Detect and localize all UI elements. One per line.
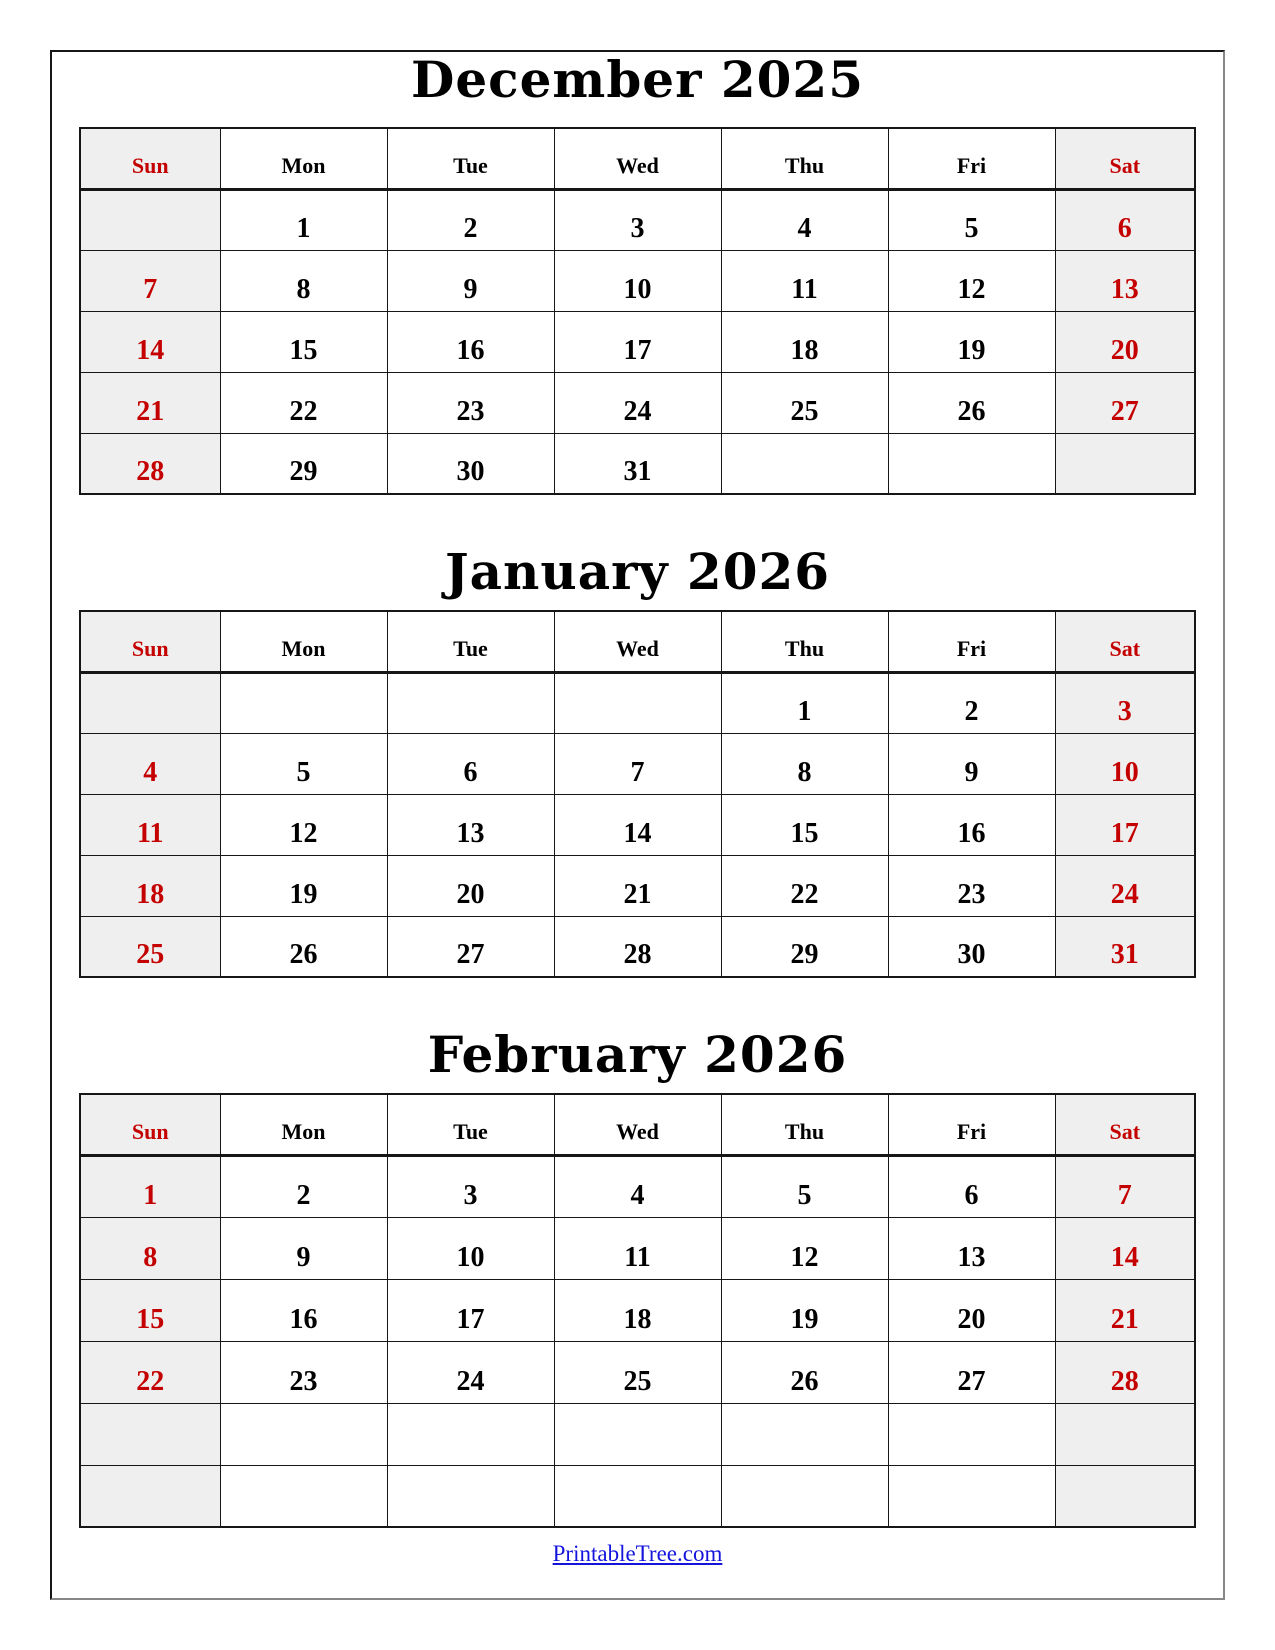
- month-section-february-2026: [52, 1025, 1223, 1528]
- day-cell: 16: [888, 794, 1055, 855]
- week-row: [80, 372, 1195, 433]
- week-row: [80, 189, 1195, 250]
- weekday-header-tue: Tue: [387, 611, 554, 672]
- day-cell: 17: [1055, 794, 1195, 855]
- day-cell: 20: [387, 855, 554, 916]
- weekday-header-wed: Wed: [554, 1094, 721, 1155]
- weekday-header-thu: Thu: [721, 128, 888, 189]
- day-cell: 30: [387, 433, 554, 494]
- week-row: [80, 672, 1195, 733]
- day-cell: 11: [80, 794, 220, 855]
- week-row: [80, 794, 1195, 855]
- day-cell: 20: [1055, 311, 1195, 372]
- day-cell: 29: [721, 916, 888, 977]
- day-cell: 31: [1055, 916, 1195, 977]
- day-cell: 30: [888, 916, 1055, 977]
- day-cell: 23: [888, 855, 1055, 916]
- weekday-header-sun: Sun: [80, 1094, 220, 1155]
- day-cell: 15: [721, 794, 888, 855]
- day-cell: 21: [1055, 1279, 1195, 1341]
- day-cell: 23: [387, 372, 554, 433]
- weekday-header-sun: Sun: [80, 128, 220, 189]
- empty-day-cell: [220, 1465, 387, 1527]
- day-cell: 27: [387, 916, 554, 977]
- day-cell: 13: [387, 794, 554, 855]
- day-cell: 6: [1055, 189, 1195, 250]
- week-row: [80, 311, 1195, 372]
- empty-day-cell: [387, 1403, 554, 1465]
- calendar-table: [79, 610, 1196, 978]
- weekday-header-thu: Thu: [721, 611, 888, 672]
- empty-day-cell: [387, 1465, 554, 1527]
- day-cell: 18: [554, 1279, 721, 1341]
- weekday-header-sun: Sun: [80, 611, 220, 672]
- day-cell: 27: [1055, 372, 1195, 433]
- weekday-header-mon: Mon: [220, 128, 387, 189]
- day-cell: 4: [80, 733, 220, 794]
- empty-day-cell: [220, 1403, 387, 1465]
- empty-day-cell: [1055, 1465, 1195, 1527]
- day-cell: 8: [220, 250, 387, 311]
- day-cell: 12: [721, 1217, 888, 1279]
- day-cell: 28: [554, 916, 721, 977]
- day-cell: 7: [1055, 1155, 1195, 1217]
- empty-day-cell: [721, 1465, 888, 1527]
- day-cell: 2: [888, 672, 1055, 733]
- weekday-header-sat: Sat: [1055, 128, 1195, 189]
- empty-day-cell: [721, 433, 888, 494]
- day-cell: 18: [80, 855, 220, 916]
- weekday-header-wed: Wed: [554, 611, 721, 672]
- day-cell: 9: [387, 250, 554, 311]
- day-cell: 11: [554, 1217, 721, 1279]
- week-row: [80, 1465, 1195, 1527]
- weekday-header-tue: Tue: [387, 1094, 554, 1155]
- day-cell: 4: [554, 1155, 721, 1217]
- week-row: [80, 1279, 1195, 1341]
- day-cell: 4: [721, 189, 888, 250]
- weekday-header-fri: Fri: [888, 611, 1055, 672]
- day-cell: 19: [721, 1279, 888, 1341]
- day-cell: 15: [220, 311, 387, 372]
- week-row: [80, 1217, 1195, 1279]
- empty-day-cell: [888, 1403, 1055, 1465]
- day-cell: 11: [721, 250, 888, 311]
- week-row: [80, 1341, 1195, 1403]
- month-title: January 2026: [444, 542, 831, 601]
- weekday-header-row: [80, 611, 1195, 672]
- month-section-december-2025: [52, 50, 1223, 495]
- week-row: [80, 250, 1195, 311]
- day-cell: 22: [80, 1341, 220, 1403]
- day-cell: 12: [220, 794, 387, 855]
- day-cell: 24: [387, 1341, 554, 1403]
- week-row: [80, 433, 1195, 494]
- day-cell: 8: [80, 1217, 220, 1279]
- month-section-january-2026: [52, 542, 1223, 978]
- day-cell: 21: [554, 855, 721, 916]
- day-cell: 7: [80, 250, 220, 311]
- weekday-header-row: [80, 128, 1195, 189]
- day-cell: 3: [1055, 672, 1195, 733]
- day-cell: 27: [888, 1341, 1055, 1403]
- day-cell: 5: [888, 189, 1055, 250]
- empty-day-cell: [80, 672, 220, 733]
- day-cell: 10: [554, 250, 721, 311]
- day-cell: 13: [888, 1217, 1055, 1279]
- weekday-header-mon: Mon: [220, 611, 387, 672]
- empty-day-cell: [1055, 1403, 1195, 1465]
- day-cell: 12: [888, 250, 1055, 311]
- weekday-header-tue: Tue: [387, 128, 554, 189]
- week-row: [80, 916, 1195, 977]
- calendar-table: [79, 127, 1196, 495]
- empty-day-cell: [80, 1403, 220, 1465]
- calendar-page: [50, 50, 1225, 1600]
- calendar-table: [79, 1093, 1196, 1528]
- empty-day-cell: [888, 1465, 1055, 1527]
- day-cell: 26: [888, 372, 1055, 433]
- empty-day-cell: [80, 1465, 220, 1527]
- day-cell: 16: [220, 1279, 387, 1341]
- weekday-header-mon: Mon: [220, 1094, 387, 1155]
- day-cell: 7: [554, 733, 721, 794]
- day-cell: 28: [80, 433, 220, 494]
- day-cell: 24: [554, 372, 721, 433]
- day-cell: 6: [387, 733, 554, 794]
- day-cell: 3: [387, 1155, 554, 1217]
- empty-day-cell: [721, 1403, 888, 1465]
- weekday-header-wed: Wed: [554, 128, 721, 189]
- day-cell: 25: [554, 1341, 721, 1403]
- day-cell: 6: [888, 1155, 1055, 1217]
- day-cell: 23: [220, 1341, 387, 1403]
- day-cell: 9: [888, 733, 1055, 794]
- day-cell: 10: [1055, 733, 1195, 794]
- day-cell: 26: [220, 916, 387, 977]
- day-cell: 13: [1055, 250, 1195, 311]
- day-cell: 28: [1055, 1341, 1195, 1403]
- day-cell: 24: [1055, 855, 1195, 916]
- day-cell: 22: [220, 372, 387, 433]
- empty-day-cell: [1055, 433, 1195, 494]
- day-cell: 1: [80, 1155, 220, 1217]
- day-cell: 15: [80, 1279, 220, 1341]
- weekday-header-sat: Sat: [1055, 611, 1195, 672]
- weekday-header-row: [80, 1094, 1195, 1155]
- weekday-header-fri: Fri: [888, 128, 1055, 189]
- day-cell: 14: [554, 794, 721, 855]
- empty-day-cell: [554, 1465, 721, 1527]
- week-row: [80, 733, 1195, 794]
- day-cell: 26: [721, 1341, 888, 1403]
- day-cell: 14: [80, 311, 220, 372]
- day-cell: 3: [554, 189, 721, 250]
- day-cell: 20: [888, 1279, 1055, 1341]
- day-cell: 1: [220, 189, 387, 250]
- day-cell: 19: [220, 855, 387, 916]
- weekday-header-sat: Sat: [1055, 1094, 1195, 1155]
- empty-day-cell: [80, 189, 220, 250]
- month-title: February 2026: [427, 1025, 848, 1084]
- day-cell: 2: [387, 189, 554, 250]
- empty-day-cell: [554, 672, 721, 733]
- day-cell: 10: [387, 1217, 554, 1279]
- weekday-header-fri: Fri: [888, 1094, 1055, 1155]
- day-cell: 22: [721, 855, 888, 916]
- week-row: [80, 1403, 1195, 1465]
- day-cell: 17: [554, 311, 721, 372]
- day-cell: 14: [1055, 1217, 1195, 1279]
- printabletree-link[interactable]: PrintableTree.com: [552, 1541, 723, 1566]
- weekday-header-thu: Thu: [721, 1094, 888, 1155]
- day-cell: 25: [80, 916, 220, 977]
- empty-day-cell: [888, 433, 1055, 494]
- day-cell: 5: [721, 1155, 888, 1217]
- day-cell: 1: [721, 672, 888, 733]
- day-cell: 18: [721, 311, 888, 372]
- month-title: December 2025: [410, 50, 864, 109]
- day-cell: 25: [721, 372, 888, 433]
- day-cell: 21: [80, 372, 220, 433]
- months-container: [52, 50, 1223, 1528]
- empty-day-cell: [554, 1403, 721, 1465]
- day-cell: 5: [220, 733, 387, 794]
- day-cell: 2: [220, 1155, 387, 1217]
- day-cell: 17: [387, 1279, 554, 1341]
- empty-day-cell: [220, 672, 387, 733]
- footer: [52, 1541, 1223, 1567]
- day-cell: 8: [721, 733, 888, 794]
- day-cell: 16: [387, 311, 554, 372]
- empty-day-cell: [387, 672, 554, 733]
- day-cell: 29: [220, 433, 387, 494]
- week-row: [80, 1155, 1195, 1217]
- week-row: [80, 855, 1195, 916]
- day-cell: 31: [554, 433, 721, 494]
- day-cell: 9: [220, 1217, 387, 1279]
- day-cell: 19: [888, 311, 1055, 372]
